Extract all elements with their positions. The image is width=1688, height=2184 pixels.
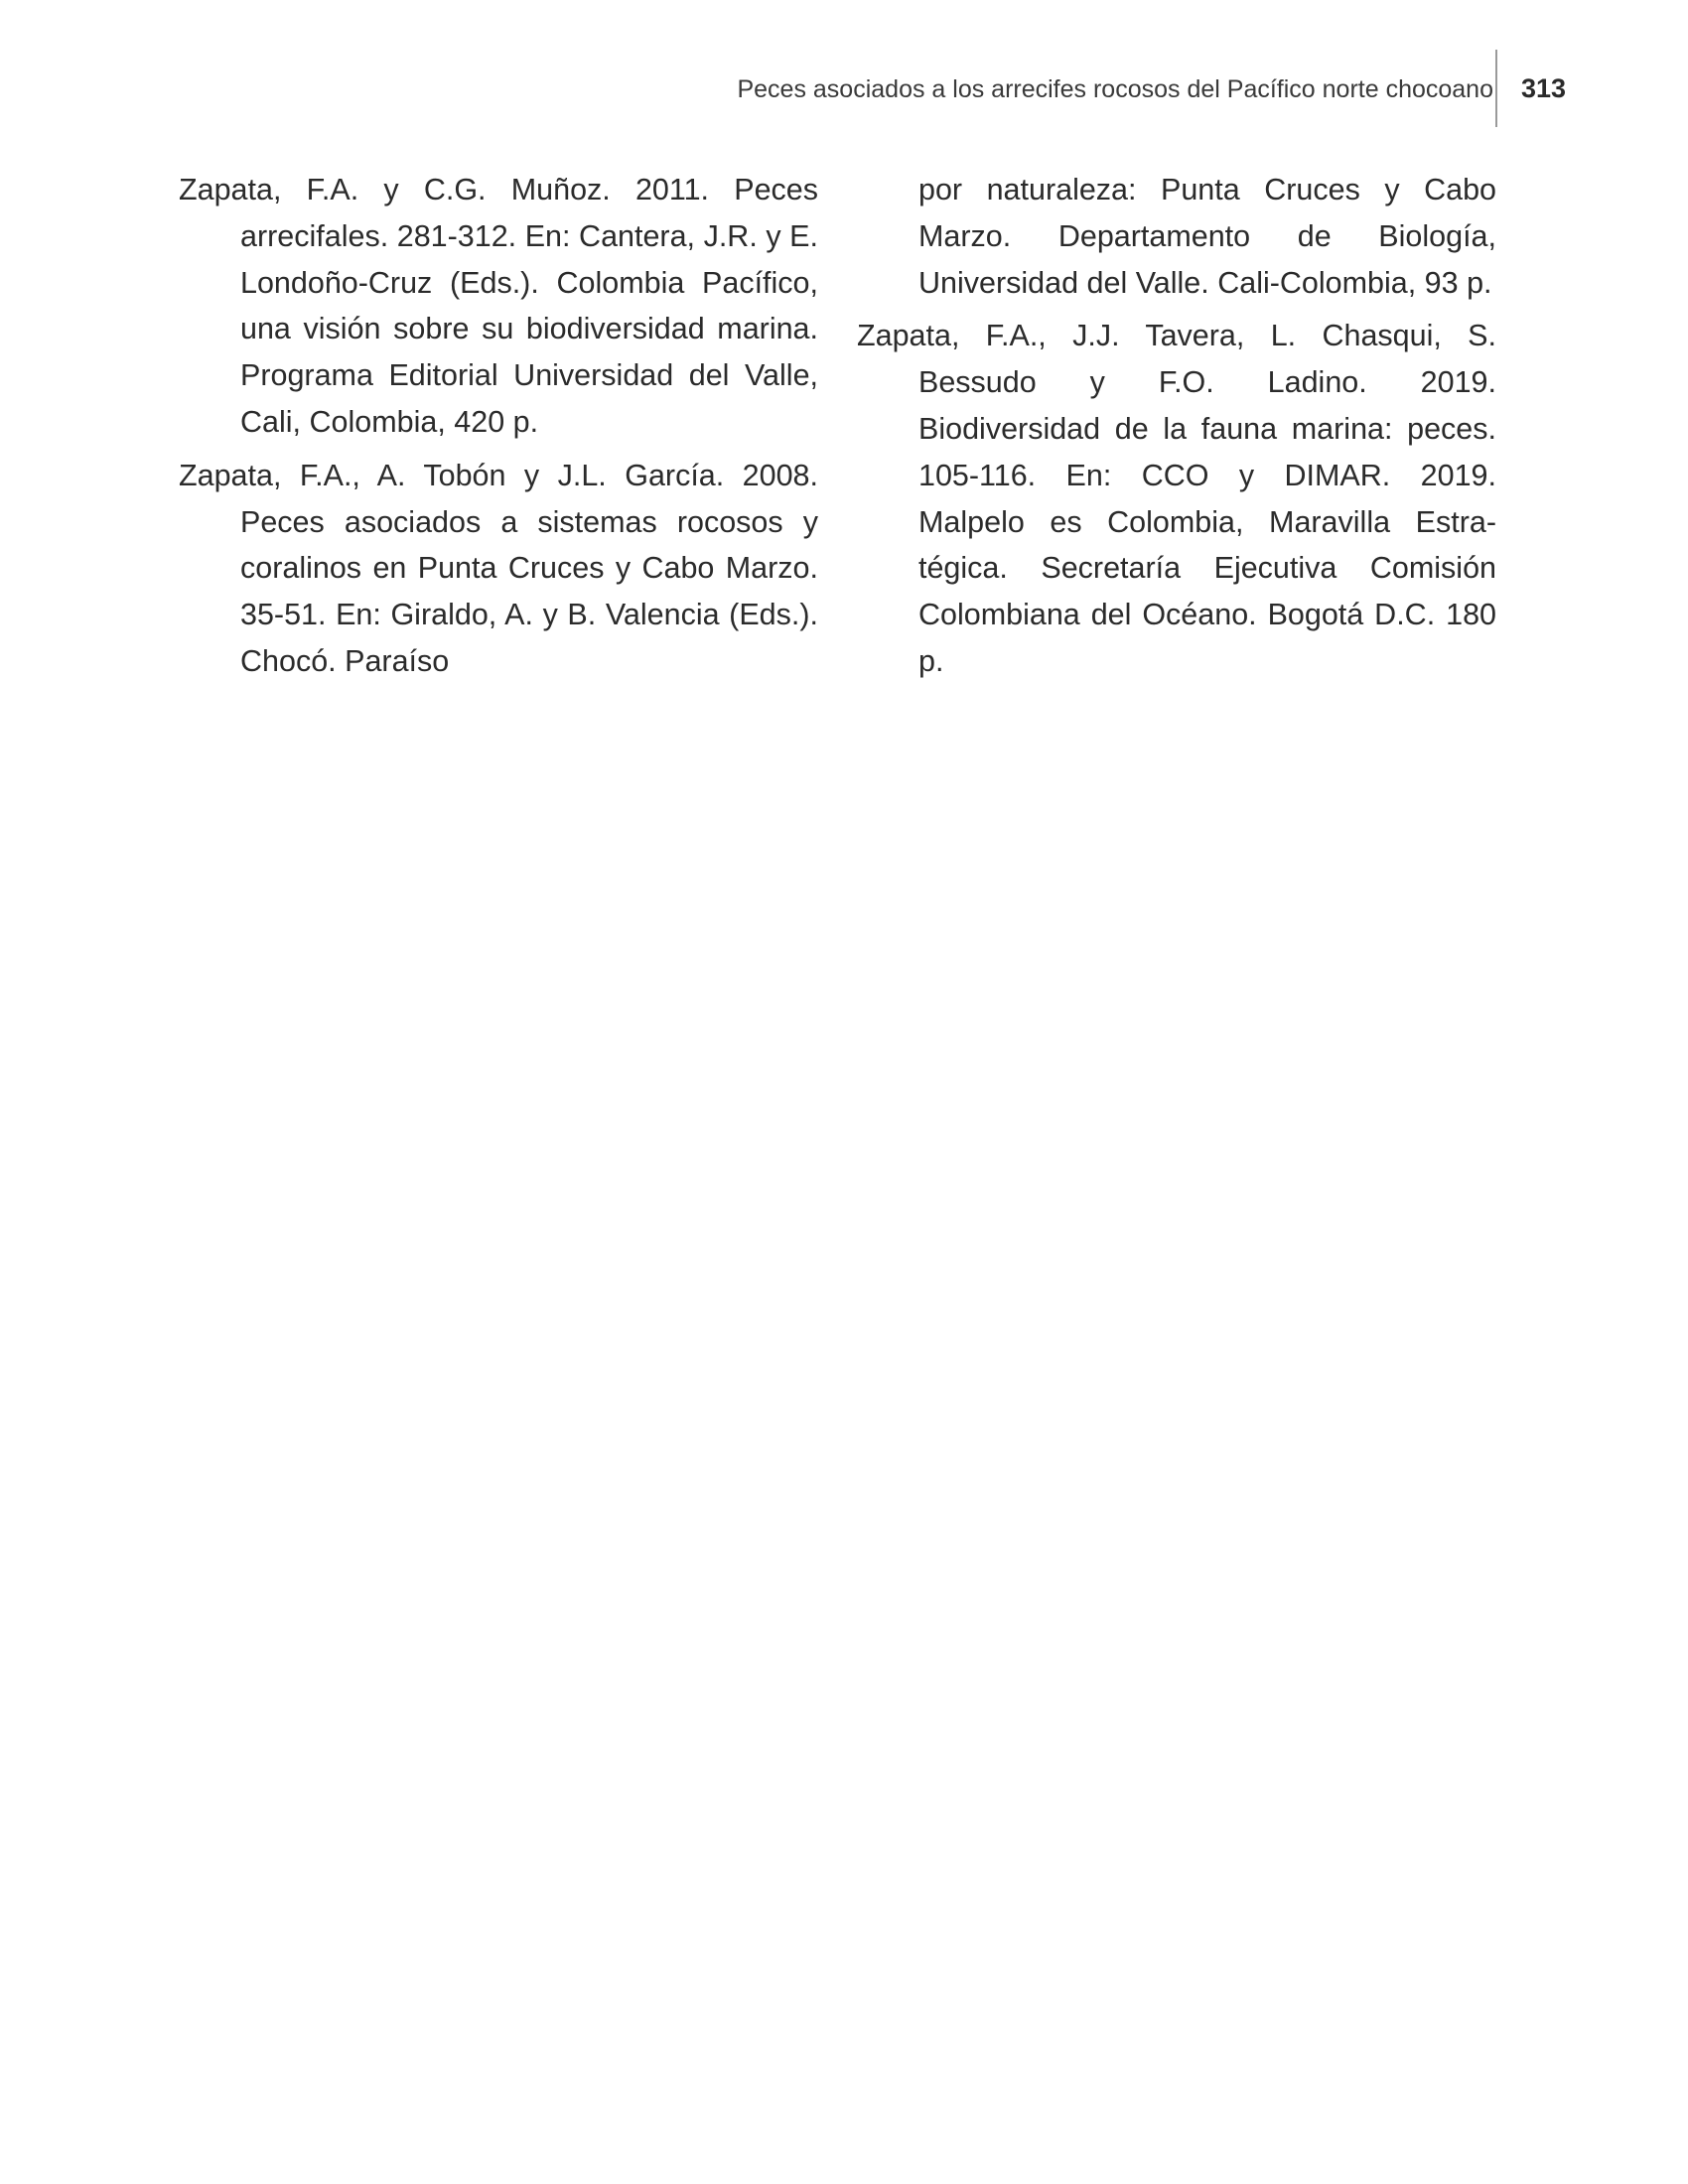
references-right-column (857, 167, 1496, 692)
reference-entry: Zapata, F.A., A. Tobón y J.L. García. 2008. Peces asociados a sistemas rocosos y coralinos en Punta Cruces y Cabo Marzo. 35-51. En: Giraldo, A. y B. Valencia (Eds.). Chocó. Paraíso (179, 458, 818, 678)
running-header: Peces asociados a los arrecifes rocosos del Pacífico norte chocoano (737, 75, 1493, 103)
page-number: 313 (1521, 73, 1567, 103)
reference-entry: Zapata, F.A., J.J. Tavera, L. Chasqui, S. Bessudo y F.O. Ladino. 2019. Biodiversidad de la fauna marina: peces. 105-116. En: CCO y DIMAR. 2019. Malpelo es Colombia, Maravilla Estratégica. Secretaría Ejecutiva Comisión Colombiana del Océano. Bogotá D.C. 180 p. (857, 319, 1496, 678)
header-divider (1495, 50, 1497, 127)
reference-entry: Zapata, F.A. y C.G. Muñoz. 2011. Peces arrecifales. 281-312. En: Cantera, J.R. y E. Londoño-Cruz (Eds.). Colombia Pacífico, una visión sobre su biodiversidad marina. Programa Editorial Universidad del Valle, Cali, Colombia, 420 p. (179, 173, 818, 439)
references-left-column (179, 167, 818, 692)
reference-entry-continuation: por naturaleza: Punta Cruces y Cabo Marzo. Departamento de Biología, Universidad del Valle. Cali-Colombia, 93 p. (918, 173, 1496, 300)
